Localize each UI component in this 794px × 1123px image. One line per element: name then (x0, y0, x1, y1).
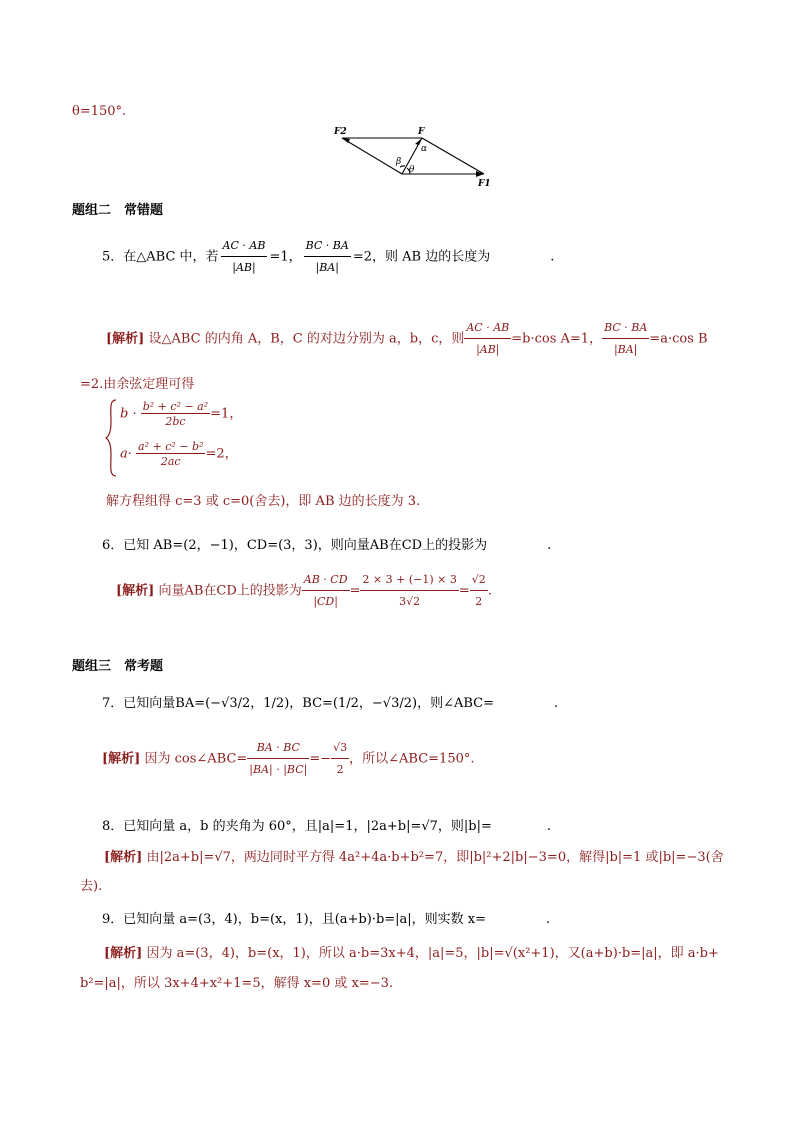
q9-end: . (546, 912, 551, 927)
solution-8-line2: 去). (80, 879, 103, 894)
solution-8-line1 (104, 846, 724, 865)
sol5-frac1-num: AC · AB (466, 321, 510, 334)
q6-number: 6． (102, 538, 124, 553)
sol5-frac1 (464, 318, 511, 360)
q9-number: 9． (102, 912, 124, 927)
question-7 (102, 692, 558, 711)
sol5-frac2-den: |BA| (602, 338, 649, 360)
system-eq2 (120, 440, 238, 468)
question-6 (102, 534, 551, 553)
q7-text: 已知向量BA=(−√3/2，1/2)，BC=(1/2，−√3/2)，则∠ABC= (123, 696, 494, 711)
sys1-den: 2bc (141, 413, 210, 428)
q5-frac2-den: |BA| (304, 256, 351, 278)
q5-eq1: =1， (269, 249, 302, 265)
sol6-frac2 (360, 570, 458, 612)
sys1-frac (141, 400, 210, 428)
sys2-pre: a· (120, 446, 132, 462)
sol6-frac1 (302, 570, 350, 612)
sol6-eq: = (349, 583, 361, 599)
sol5-line1-end: =a·cos B (649, 331, 708, 347)
q5-frac1 (221, 236, 268, 278)
solution-6 (116, 570, 492, 612)
sol7-frac2-num: √3 (333, 741, 348, 754)
label-alpha: α (421, 144, 428, 154)
sol6-frac1-den: |CD| (302, 590, 350, 612)
sol6-end: . (487, 583, 492, 599)
q8-end: . (546, 819, 552, 834)
q5-number: 5． (102, 249, 124, 265)
q6-end: . (547, 538, 552, 553)
section-title-2: 题组二 常错题 (72, 203, 164, 218)
sol8-tag: [解析] (104, 850, 143, 865)
q5-eq2: =2，则 AB 边的长度为 (352, 249, 491, 265)
q8-number: 8． (102, 819, 124, 834)
solution-5-line2: =2.由余弦定理可得 (80, 377, 195, 392)
question-9 (102, 908, 550, 927)
sys1-num: b² + c² − a² (142, 400, 209, 413)
sol7-tag: [解析] (102, 751, 141, 767)
sys2-post: =2， (205, 446, 238, 462)
intro-line: θ=150°. (72, 104, 127, 119)
sol6-text-a: 向量AB在CD上的投影为 (158, 583, 302, 599)
force-parallelogram-figure (330, 124, 500, 194)
q9-text: 已知向量 a=(3，4)，b=(x，1)，且(a+b)·b=|a|，则实数 x= (123, 912, 487, 927)
q8-text: 已知向量 a，b 的夹角为 60°，且|a|=1，|2a+b|=√7，则|b|= (123, 819, 492, 834)
sol6-frac2-den: 3√2 (360, 590, 458, 612)
sol5-tag: [解析] (106, 331, 145, 347)
sol7-frac (247, 738, 309, 780)
q5-frac2-num: BC · BA (305, 239, 349, 252)
sol6-frac3 (470, 570, 488, 612)
sol7-end: ，所以∠ABC=150°. (349, 751, 475, 767)
sys2-num: a² + c² − b² (138, 440, 204, 453)
q7-end: . (554, 696, 559, 711)
sol6-frac1-num: AB · CD (303, 573, 348, 586)
q5-end: . (550, 249, 555, 265)
sol5-frac2-num: BC · BA (604, 321, 648, 334)
label-F: F (418, 127, 425, 137)
equation-system (104, 398, 284, 478)
sol5-line1-a: 设△ABC 的内角 A，B，C 的对边分别为 a，b，c，则 (148, 331, 465, 347)
sol5-frac1-den: |AB| (464, 338, 511, 360)
question-5 (102, 236, 554, 278)
sol7-frac-num: BA · BC (256, 741, 300, 754)
q6-text: 已知 AB=(2，−1)，CD=(3，3)，则向量AB在CD上的投影为 (123, 538, 488, 553)
solution-9-line1 (104, 942, 719, 961)
solution-9-line2: b²=|a|，所以 3x+4+x²+1=5，解得 x=0 或 x=−3. (80, 976, 394, 991)
sol6-frac3-num: √2 (471, 573, 486, 586)
sol5-line1-mid: =b·cos A=1， (511, 331, 603, 347)
label-F1: F1 (478, 179, 491, 189)
sys2-frac (136, 440, 205, 468)
sys1-pre: b · (120, 406, 137, 422)
segment-F-F1 (422, 138, 484, 174)
label-F2: F2 (334, 127, 347, 137)
segment-O-F2 (342, 138, 402, 174)
sol6-eq2: = (458, 583, 470, 599)
sol7-frac2 (331, 738, 349, 780)
q5-frac1-den: |AB| (221, 256, 268, 278)
sol6-tag: [解析] (116, 583, 155, 599)
solution-5-line3: 解方程组得 c=3 或 c=0(舍去)，即 AB 边的长度为 3. (106, 494, 421, 509)
q7-number: 7． (102, 696, 124, 711)
q5-text-a: 在△ABC 中，若 (123, 249, 219, 265)
system-eq1 (120, 400, 242, 428)
label-theta: θ (409, 165, 415, 175)
sys1-post: =1， (210, 406, 243, 422)
sol6-frac2-num: 2 × 3 + (−1) × 3 (362, 573, 457, 586)
sol7-frac2-den: 2 (331, 758, 349, 780)
sol7-frac-den: |BA| · |BC| (247, 758, 309, 780)
label-beta: β (396, 157, 402, 167)
sys2-den: 2ac (136, 453, 205, 468)
sol7-text-a: 因为 cos∠ABC= (144, 751, 248, 767)
sol9-line1: 因为 a=(3，4)，b=(x，1)，所以 a·b=3x+4，|a|=5，|b|=√(x²+1)，又(a+b)·b=|a|，即 a·b+ (146, 946, 719, 961)
q5-frac2 (304, 236, 351, 278)
sol8-line1: 由|2a+b|=√7，两边同时平方得 4a²+4a·b+b²=7，即|b|²+2|b|−3=0，解得|b|=1 或|b|=−3(舍 (146, 850, 724, 865)
sol7-eq: =− (309, 751, 332, 767)
solution-7 (102, 738, 475, 780)
sol5-frac2 (602, 318, 649, 360)
solution-5-line1 (106, 318, 708, 360)
section-title-3: 题组三 常考题 (72, 659, 164, 674)
sol6-frac3-den: 2 (470, 590, 488, 612)
brace-icon (104, 398, 118, 478)
sol9-tag: [解析] (104, 946, 143, 961)
question-8 (102, 815, 551, 834)
q5-frac1-num: AC · AB (222, 239, 266, 252)
